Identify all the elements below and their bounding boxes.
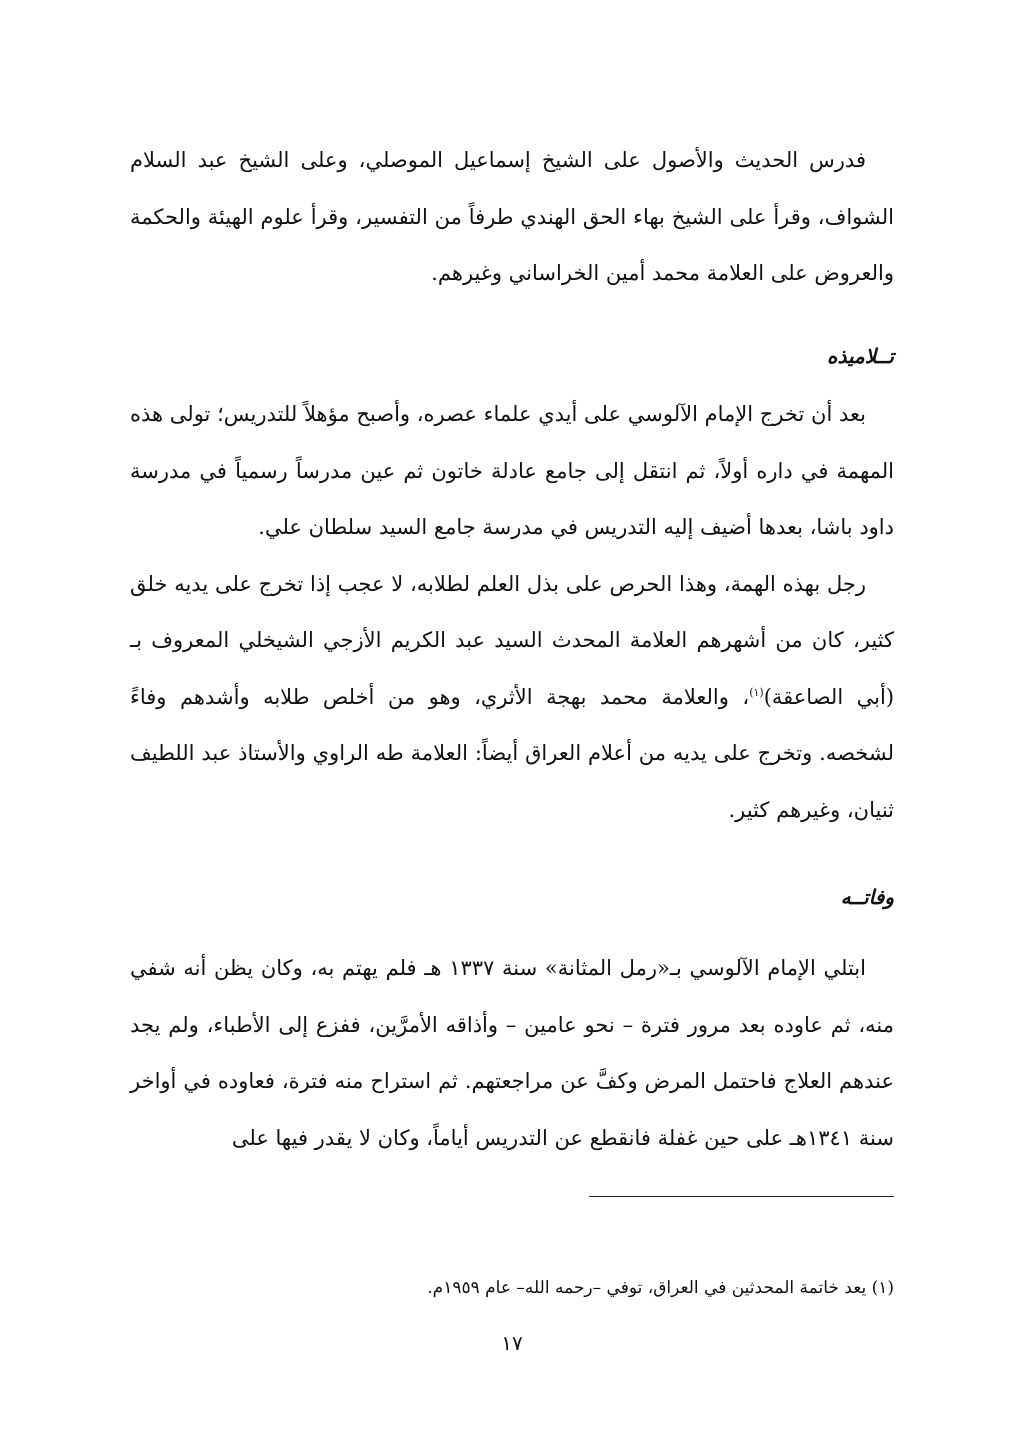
footnote-text: (١) يعد خاتمة المحدثين في العراق، توفي –رحمه الله– عام ١٩٥٩م. xyxy=(427,1278,894,1298)
paragraph-education: فدرس الحديث والأصول على الشيخ إسماعيل الموصلي، وعلى الشيخ عبد السلام الشواف، وقرأ على الشيخ بهاء الحق الهندي طرفاً من التفسير، وقرأ علوم الهيئة والحكمة والعروض على العلامة محمد أمين الخراساني وغيرهم. xyxy=(130,148,894,285)
paragraph-illness: ابتلي الإمام الآلوسي بـ«رمل المثانة» سنة ١٣٣٧ هـ فلم يهتم به، وكان يظن أنه شفي منه، ثم عاوده بعد مرور فترة – نحو عامين – وأذاقه الأمرَّين، ففزع إلى الأطباء، ولم يجد عندهم العلاج فاحتمل المرض وكفَّ عن مراجعتهم. ثم استراح منه فترة، فعاوده في أواخر سنة ١٣٤١هـ على حين غفلة فانقطع عن التدريس أياماً، وكان لا يقدر فيها على xyxy=(130,956,894,1150)
footnote-marker: (١) xyxy=(749,685,764,699)
paragraph-teaching: بعد أن تخرج الإمام الآلوسي على أيدي علماء عصره، وأصبح مؤهلاً للتدريس؛ تولى هذه المهمة في داره أولاً، ثم انتقل إلى جامع عادلة خاتون ثم عين مدرساً رسمياً في مدرسة داود باشا، بعدها أضيف إليه التدريس في مدرسة جامع السيد سلطان علي. xyxy=(130,402,894,539)
body-text-section-2 xyxy=(130,386,894,838)
heading-death: وفاتــه xyxy=(840,885,894,909)
body-text-section-1 xyxy=(130,132,894,302)
paragraph-students-part-2: ، والعلامة محمد بهجة الأثري، وهو من أخلص طلابه وأشدهم وفاءً لشخصه. وتخرج على يديه من أعلام العراق أيضاً: العلامة طه الراوي والأستاذ عبد اللطيف ثنيان، وغيرهم كثير. xyxy=(130,684,894,822)
paragraph-students xyxy=(130,556,894,839)
footnote-divider xyxy=(589,1196,894,1197)
heading-students: تــلاميذه xyxy=(827,344,894,368)
paragraph-students-part-1: رجل بهذه الهمة، وهذا الحرص على بذل العلم لطلابه، لا عجب إذا تخرج على يديه خلق كثير، كان من أشهرهم العلامة المحدث السيد عبد الكريم الأزجي الشيخلي المعروف بـ (أبي الصاعقة) xyxy=(130,571,895,709)
page-number: ١٧ xyxy=(501,1331,523,1355)
body-text-section-3 xyxy=(130,940,894,1166)
